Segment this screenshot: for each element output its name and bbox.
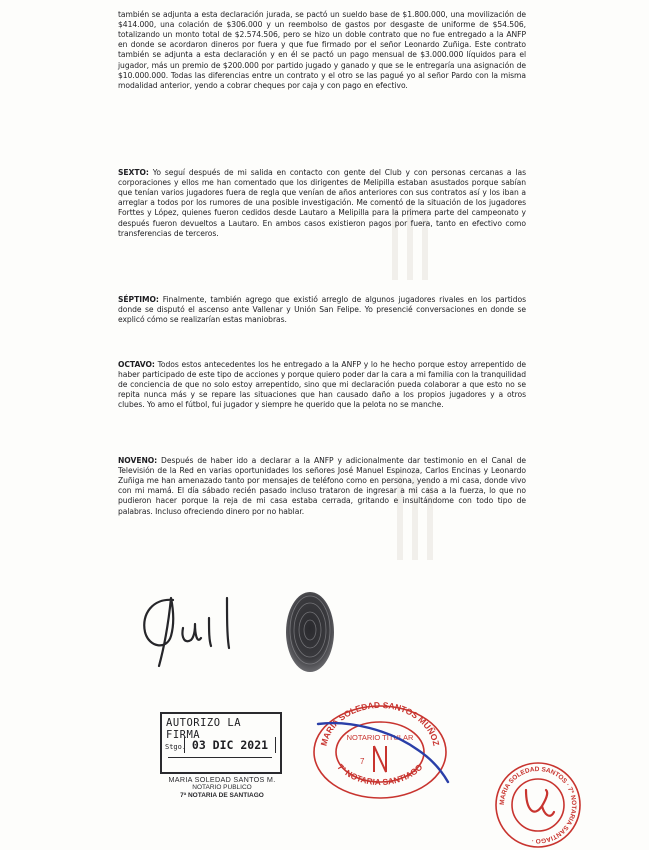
notary-seal: [300, 690, 460, 800]
small-seal-monogram: [526, 790, 554, 816]
seal-monogram: [374, 746, 386, 772]
intro-text: también se adjunta a esta declaración jurada, se pactó un sueldo base de $1.800.000, una movilización de $414.000, una colación de $306.000 y un reembolso de gastos por desgaste de uniforme de $54.506, totalizando un monto total de $2.574.506, pero se hizo un doble contrato que no fue entregado a la ANFP en donde se acordaron dineros por fuera y que fue firmado por el señor Leonardo Zuñiga. Este contrato también se adjunta a esta declaración y en él se pactó un pago mensual de $3.000.000 líquidos para el jugador, más un premio de $200.000 por partido jugado y ganado y que se le entregaría una asignación de $10.000.000. Todas las diferencias entre un contrato y el otro se las pagué yo al señor Pardo con la misma modalidad anterior, yendo a cobrar cheques por caja y con pago en efectivo.: [118, 9, 526, 91]
noveno-text: Después de haber ido a declarar a la ANFP y adicionalmente dar testimonio en el Canal de Televisión de la Red en varias oportunidades los señores José Manuel Espinoza, Carlos Encinas y Leonardo Zuñiga me han amenazado tanto por mensajes de teléfono como en persona, yendo a mi casa, donde vivo con mi mamá. El día sábado recién pasado incluso trataron de ingresar a mi casa a la fuerza, lo que no pudieron hacer porque la reja de mi casa estaba cerrada, gritando e insultándome con todo tipo de palabras. Incluso ofreciendo dinero por no hablar.: [118, 455, 526, 516]
paragraph-septimo: [118, 295, 526, 326]
small-seal-ring: MARIA SOLEDAD SANTOS · 7ª NOTARIA SANTIAGO ·: [498, 765, 578, 845]
paragraph-intro: [118, 10, 526, 92]
paragraph-octavo: [118, 360, 526, 411]
notary-role: NOTARIO PUBLICO: [192, 784, 252, 791]
seal-ring-bottom: 7ª NOTARIA SANTIAGO: [335, 761, 425, 788]
seal-ring-top: MARIA SOLEDAD SANTOS MUÑOZ: [318, 699, 442, 747]
notary-office: 7ª NOTARIA DE SANTIAGO: [180, 792, 264, 799]
septimo-text: Finalmente, también agrego que existió arreglo de algunos jugadores rivales en los partidos donde se disputó el ascenso ante Vallenar y Unión San Felipe. Yo presencié conversaciones en donde se explicó cómo se realizarían estas maniobras.: [118, 294, 526, 324]
paragraph-sexto: [118, 168, 526, 239]
stamp-city-label: Stgo.: [165, 743, 187, 751]
stamp-signature-line: [168, 757, 272, 758]
authorization-stamp: [160, 712, 282, 774]
handwritten-signature: [135, 588, 245, 668]
sexto-text: Yo seguí después de mi salida en contacto con gente del Club y con personas cercanas a las corporaciones y ellos me han comentado que los dirigentes de Melipilla estaban asustados porque sabían que tenían varios jugadores fuera de regla que venían de años anteriores con sus contratos así y los iban a arreglar a todos por los rumores de una posible investigación. Me comentó de la situación de los jugadores Forttes y López, quienes fueron cedidos desde Lautaro a Melipilla para la primera parte del campeonato y después fueron devueltos a Lautaro. En ambos casos existieron pagos por fuera, tanto en efectivo como transferencias de terceros.: [118, 167, 526, 238]
stamp-date: 03 DIC 2021: [184, 737, 276, 753]
octavo-text: Todos estos antecedentes los he entregado a la ANFP y lo he hecho porque estoy arrepentido de haber participado de este tipo de acciones y porque quiero poder dar la cara a mi familia con la tranquilidad de conciencia de que no solo estoy arrepentido, sino que mi declaración pueda colaborar a que esto no se repita nunca más y se repare las situaciones que han causado daño a los propios jugadores y a otros clubes. Yo amo el fútbol, fui jugador y siempre he querido que la pelota no se manche.: [118, 359, 526, 410]
octavo-label: OCTAVO:: [118, 359, 155, 369]
notary-name-block: [162, 776, 282, 800]
notary-name: MARIA SOLEDAD SANTOS M.: [168, 775, 276, 784]
paragraph-noveno: [118, 456, 526, 517]
thumbprint: [282, 588, 338, 680]
seal-digit: 7: [360, 757, 365, 766]
septimo-label: SÉPTIMO:: [118, 294, 159, 304]
noveno-label: NOVENO:: [118, 455, 158, 465]
small-notary-seal: [490, 760, 586, 850]
sexto-label: SEXTO:: [118, 167, 149, 177]
stamp-title: AUTORIZO LA FIRMA: [166, 717, 242, 741]
seal-inner-title: NOTARIO TITULAR: [346, 733, 414, 742]
